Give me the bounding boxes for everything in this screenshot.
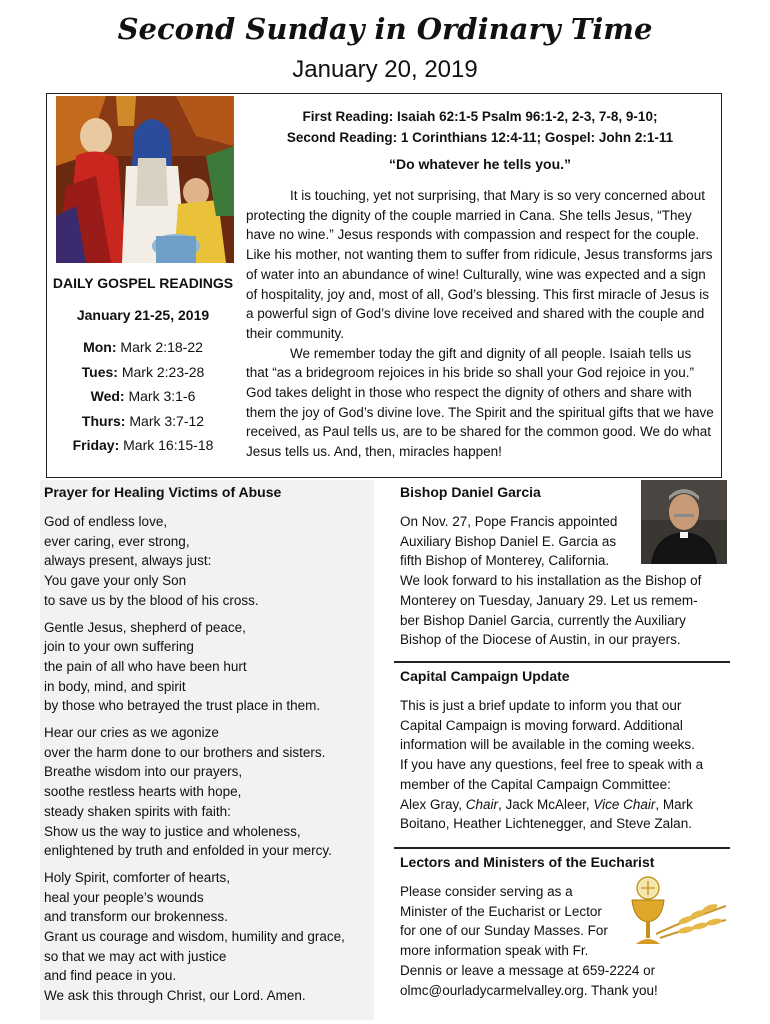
prayer-line: We ask this through Christ, our Lord. Amen. [44,988,306,1004]
daily-gospel-item [48,413,238,438]
prayer-stanza [44,868,374,1006]
prayer-line: join to your own suffering [44,639,194,655]
prayer-line: Grant us courage and wisdom, humility and grace, [44,929,345,945]
prayer-line: the pain of all who have been hurt [44,658,247,674]
scripture-ref: Mark 3:7-12 [129,412,205,429]
chalice-wheat-icon [626,876,728,952]
section-divider [394,661,730,663]
lectors-title: Lectors and Ministers of the Eucharist [400,854,655,870]
committee-name: Alex Gray, [400,796,466,812]
committee-name: , Jack McAleer, [498,796,594,812]
gospel-quote: “Do whatever he tells you.” [388,156,572,172]
mass-readings [246,106,714,148]
page-date: January 20, 2019 [292,56,478,83]
bishop-line: We look forward to his installation as the Bishop of [400,573,702,589]
prayer-line: You gave your only Son [44,573,187,589]
day-label: Mon: [83,339,117,355]
prayer-stanza [44,723,374,861]
daily-gospel-item [48,364,238,389]
lectors-line: more information speak with Fr. [400,943,589,959]
bishop-line: Bishop of the Diocese of Austin, in our prayers. [400,632,681,648]
bishop-text [400,512,730,650]
reflection-paragraph: We remember today the gift and dignity of all people. Isaiah tells us that “as a bridegroom rejoices in his bride so shall your God rejoice in you.” God takes delight in those who respect the dignity of others and share with them the joy of God’s divine love. The Spirit and the spiritual gifts that we have received, as Paul tells us, are to be shared for the common good. We do what Jesus tells us. And, then, miracles happen! [246,345,714,460]
prayer-stanza [44,618,374,717]
daily-gospel-item [48,388,238,413]
day-label: Friday: [72,437,120,453]
capital-campaign-title: Capital Campaign Update [400,668,570,684]
capital-line: information will be available in the coming weeks. [400,737,695,753]
lectors-line: for one of our Sunday Masses. For [400,923,608,939]
bishop-line: fifth Bishop of Monterey, California. [400,553,610,569]
chalice-icon [626,876,728,952]
capital-line: If you have any questions, feel free to speak with a [400,757,704,773]
prayer-line: Gentle Jesus, shepherd of peace, [44,619,246,635]
prayer-line: so that we may act with justice [44,948,227,964]
section-divider [394,847,730,849]
committee-role: Vice Chair [593,796,656,812]
prayer-line: Show us the way to justice and wholeness, [44,823,301,839]
prayer-line: over the harm done to our brothers and sisters. [44,744,326,760]
prayer-line: Hear our cries as we agonize [44,725,219,741]
prayer-line: always present, always just: [44,553,212,569]
prayer-line: to save us by the blood of his cross. [44,592,259,608]
bishop-line: ber Bishop Daniel Garcia, currently the Auxiliary [400,612,686,628]
prayer-title: Prayer for Healing Victims of Abuse [44,484,282,500]
capital-campaign-text [400,696,730,834]
prayer-text [44,512,374,1013]
lectors-line: Please consider serving as a [400,884,573,899]
bishop-line: Monterey on Tuesday, January 29. Let us remem- [400,592,698,608]
lectors-line: Minister of the Eucharist or Lector [400,903,602,919]
reflection-paragraph: It is touching, yet not surprising, that Mary is so very concerned about protecting the dignity of the couple married in Cana. She tells Jesus, “They have no wine.” Jesus responds with compassion and respect for the couple. Like his mother, not wanting them to suffer from ridicule, Jesus transforms jars of water into an abundance of wine! Culturally, wine was expected and a sign of hospitality, joy and, most of all, God’s blessing. This first miracle of Jesus is a powerful sign of God’s divine love received and shared with the couple and their community. [246,188,713,341]
scripture-ref: Mark 3:1-6 [128,388,196,404]
prayer-line: ever caring, ever strong, [44,533,190,549]
prayer-line: and transform our brokenness. [44,909,228,925]
capital-line: Capital Campaign is moving forward. Additional [400,717,683,733]
daily-gospel-readings [48,266,238,462]
prayer-line: heal your people’s wounds [44,889,204,905]
day-label: Thurs: [81,412,126,429]
wedding-at-cana-image [56,96,234,263]
bishop-line: On Nov. 27, Pope Francis appointed [400,514,618,529]
prayer-line: and find peace in you. [44,968,177,984]
prayer-line: steady shaken spirits with faith: [44,803,231,819]
day-label: Wed: [90,388,125,404]
bishop-line: Auxiliary Bishop Daniel E. Garcia as [400,533,617,549]
daily-gospel-heading: DAILY GOSPEL READINGS [52,275,234,291]
scripture-ref: Mark 16:15-18 [123,437,214,453]
readings-line-1: First Reading: Isaiah 62:1-5 Psalm 96:1-2, 2-3, 7-8, 9-10; [302,109,658,124]
daily-gospel-item [48,339,238,364]
committee-name: , Mark [655,796,693,812]
lectors-line: Dennis or leave a message at 659-2224 or [400,962,656,978]
daily-gospel-dates: January 21-25, 2019 [76,307,210,323]
daily-gospel-list [48,339,238,462]
committee-role: Chair [465,796,499,812]
prayer-line: soothe restless hearts with hope, [44,784,242,800]
prayer-line: enlightened by truth and enfolded in your mercy. [44,843,332,859]
daily-gospel-item [48,437,238,462]
page-title: Second Sunday in Ordinary Time [117,12,653,46]
prayer-stanza [44,512,374,611]
capital-line: This is just a brief update to inform you that our [400,698,682,713]
readings-line-2: Second Reading: 1 Corinthians 12:4-11; Gospel: John 2:1-11 [286,130,674,145]
prayer-line: Breathe wisdom into our prayers, [44,764,243,780]
bishop-section-title: Bishop Daniel Garcia [400,484,541,500]
capital-line: Boitano, Heather Lichtenegger, and Steve Zalan. [400,816,692,832]
scripture-ref: Mark 2:23-28 [121,363,205,380]
scripture-ref: Mark 2:18-22 [120,339,203,355]
prayer-line: God of endless love, [44,514,168,529]
stained-glass-icon [56,96,234,263]
day-label: Tues: [81,363,118,380]
prayer-line: by those who betrayed the trust place in them. [44,698,321,714]
lectors-line: olmc@ourladycarmelvalley.org. Thank you! [400,982,658,998]
prayer-line: Holy Spirit, comforter of hearts, [44,869,231,885]
prayer-line: in body, mind, and spirit [44,678,186,694]
reflection-text [246,186,714,462]
committee-names [400,795,730,815]
capital-line: member of the Capital Campaign Committee: [400,776,671,792]
